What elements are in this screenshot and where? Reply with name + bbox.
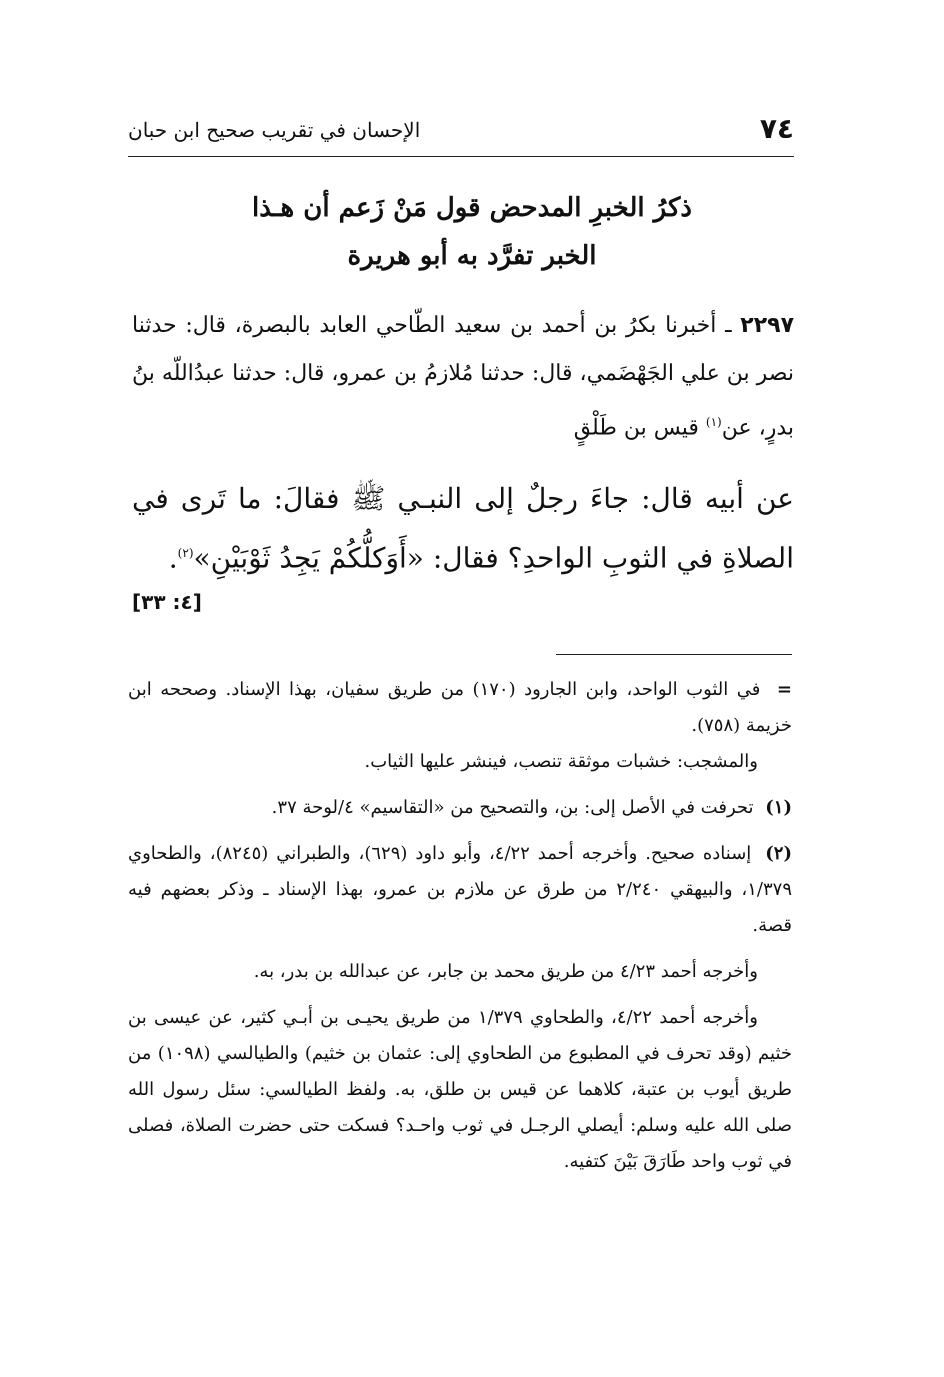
footnote-continuation xyxy=(128,672,792,780)
continuation-mark: = xyxy=(776,679,792,700)
footnote-marker-1[interactable]: (١) xyxy=(705,415,722,429)
chapter-heading xyxy=(200,184,744,280)
footnote-1-text: تحرفت في الأصل إلى: بن، والتصحيح من «التقاسيم» ٤/لوحة ٣٧. xyxy=(271,797,754,818)
matn-end: . xyxy=(168,541,178,575)
footnote-1 xyxy=(128,790,792,826)
isnad-end: قيس بن طَلْقٍ xyxy=(573,415,699,441)
footnote-2-para-2: وأخرجه أحمد ٤/٢٣ من طريق محمد بن جابر، عن عبدالله بن بدر، به. xyxy=(253,961,758,982)
hadith-reference: [٤: ٣٣] xyxy=(132,590,202,614)
page-header xyxy=(128,112,794,152)
continuation-text-2: والمشجب: خشبات موثقة تنصب، فينشر عليها الثياب. xyxy=(364,751,758,772)
footnote-2-para-3: وأخرجه أحمد ٤/٢٢، والطحاوي ١/٣٧٩ من طريق يحيـى بن أبـي كثير، عن عيسى بن خثيم (وقد تحرف في المطبوع من الطحاوي إلى: عثمان بن خثيم) والطيالسي (١٠٩٨) من طريق أيوب بن عتبة، كلاهما عن قيس بن طلق، به. ولفظ الطيالسي: سئل رسول الله صلى الله عليه وسلم: أيصلي الرجـل في ثوب واحـد؟ فسكت حتى حضرت الصلاة، فصلى في ثوب واحد طَارَقَ بَيْنَ كتفيه. xyxy=(128,1007,793,1172)
hadith-matn xyxy=(132,472,794,585)
running-title: الإحسان في تقريب صحيح ابن حبان xyxy=(128,118,421,142)
heading-line-2: الخبر تفرَّد به أبو هريرة xyxy=(347,241,597,271)
hadith-isnad xyxy=(132,302,794,452)
footnote-1-label: (١) xyxy=(765,797,792,818)
footnote-rule xyxy=(556,654,792,655)
header-rule xyxy=(128,156,794,157)
matn-text: عن أبيه قال: جاءَ رجلٌ إلى النبـي ﷺ فقالَ: ما تَرى في الصلاةِ في الثوبِ الواحدِ؟ فقال: «أَوَكلُّكُمْ يَجِدُ ثَوْبَيْنِ» xyxy=(132,482,794,575)
isnad-text: ـ أخبرنا بكرُ بن أحمد بن سعيد الطّاحي العابد بالبصرة، قال: حدثنا نصر بن علي الجَهْضَمي، قال: حدثنا مُلازمُ بن عمرو، قال: حدثنا عبدُاللّه بنُ بدرٍ، عن xyxy=(132,313,794,441)
page-number: ٧٤ xyxy=(759,112,794,145)
footnotes xyxy=(128,672,792,1190)
footnote-marker-2[interactable]: (٢) xyxy=(177,546,194,560)
footnote-2 xyxy=(128,836,792,944)
heading-line-1: ذكرُ الخبرِ المدحض قول مَنْ زَعم أن هـذا xyxy=(252,193,692,223)
continuation-text: في الثوب الواحد، وابن الجارود (١٧٠) من طريق سفيان، بهذا الإسناد. وصححه ابن خزيمة (٧٥٨). xyxy=(128,679,792,736)
footnote-2-text: إسناده صحيح. وأخرجه أحمد ٤/٢٢، وأبو داود (٦٢٩)، والطبراني (٨٢٤٥)، والطحاوي ١/٣٧٩، والبيهقي ٢/٢٤٠ من طرق عن ملازم بن عمرو، بهذا الإسناد ـ وذكر بعضهم فيه قصة. xyxy=(128,843,792,936)
footnote-2-label: (٢) xyxy=(765,843,792,864)
hadith-number: ٢٢٩٧ xyxy=(740,313,794,338)
